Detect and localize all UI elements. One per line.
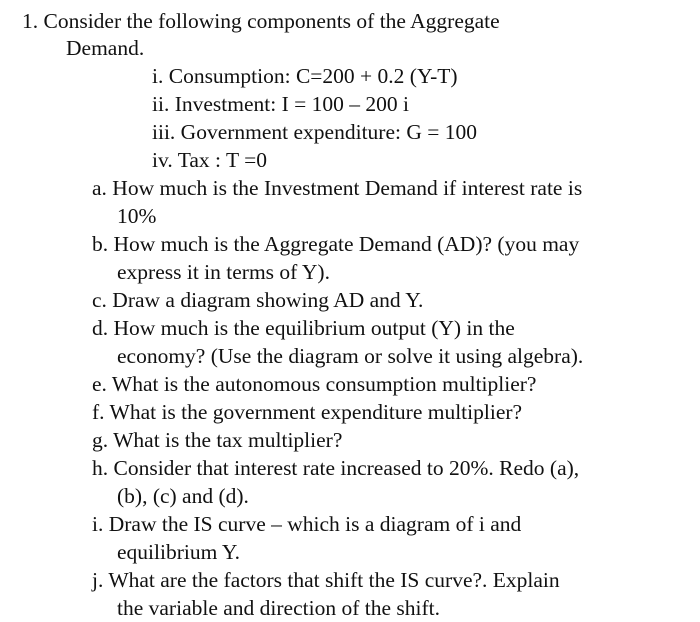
part-a-line-1: a. How much is the Investment Demand if interest rate is: [92, 176, 583, 200]
component-tax: iv. Tax : T =0: [152, 148, 267, 172]
part-a-line-2: 10%: [117, 204, 157, 228]
part-i-line-2: equilibrium Y.: [117, 540, 241, 564]
component-consumption: i. Consumption: C=200 + 0.2 (Y-T): [152, 64, 458, 88]
part-g: g. What is the tax multiplier?: [92, 428, 343, 452]
question-title-line-2: Demand.: [66, 36, 145, 60]
part-e: e. What is the autonomous consumption multiplier?: [92, 372, 537, 396]
part-d-line-1: d. How much is the equilibrium output (Y) in the: [92, 316, 515, 340]
component-investment: ii. Investment: I = 100 – 200 i: [152, 92, 409, 116]
part-d-line-2: economy? (Use the diagram or solve it using algebra).: [117, 344, 584, 368]
part-f: f. What is the government expenditure multiplier?: [92, 400, 523, 424]
part-i-line-1: i. Draw the IS curve – which is a diagram of i and: [92, 512, 522, 536]
part-h-line-1: h. Consider that interest rate increased to 20%. Redo (a),: [92, 456, 580, 480]
part-b-line-2: express it in terms of Y).: [117, 260, 330, 284]
part-b-line-1: b. How much is the Aggregate Demand (AD)? (you may: [92, 232, 580, 256]
component-government-expenditure: iii. Government expenditure: G = 100: [152, 120, 477, 144]
part-h-line-2: (b), (c) and (d).: [117, 484, 249, 508]
part-j-line-1: j. What are the factors that shift the IS curve?. Explain: [92, 568, 560, 592]
part-j-line-2: the variable and direction of the shift.: [117, 596, 440, 620]
part-c: c. Draw a diagram showing AD and Y.: [92, 288, 424, 312]
question-title-line-1: 1. Consider the following components of the Aggregate: [22, 9, 500, 33]
